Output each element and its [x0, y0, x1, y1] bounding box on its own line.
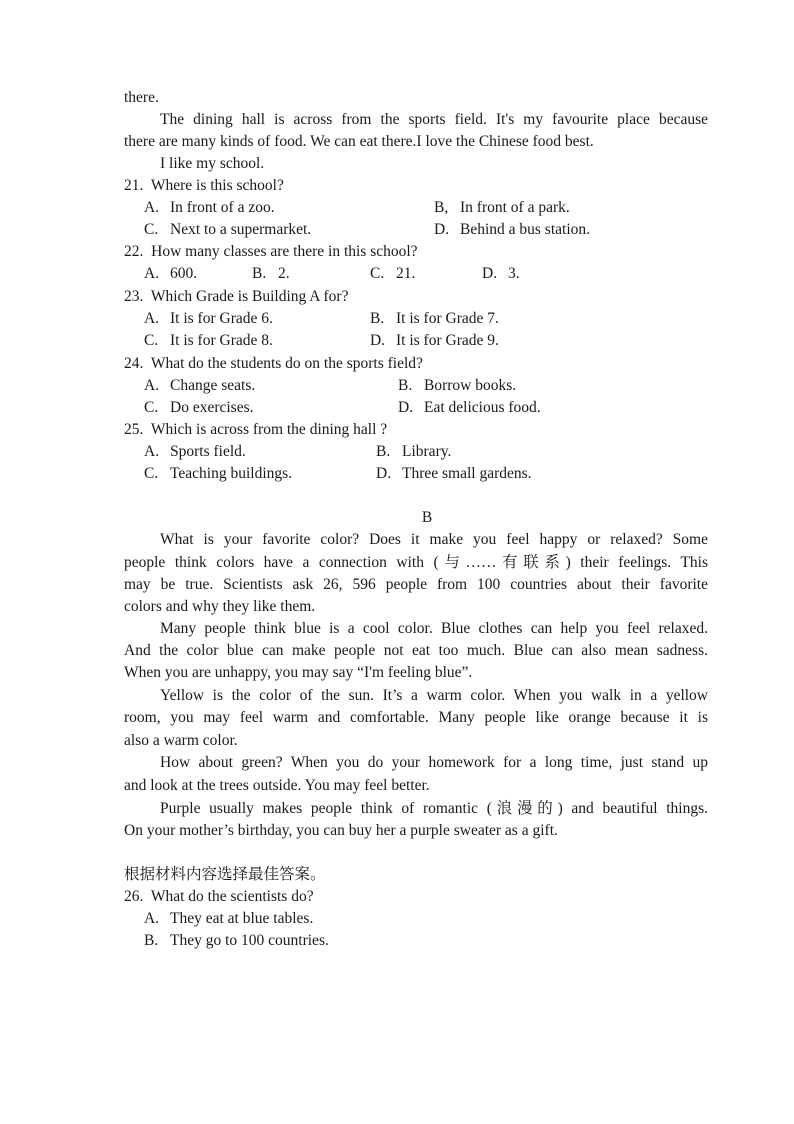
question-text: How many classes are there in this school?	[151, 243, 418, 260]
passage-line: colors and why they like them.	[124, 598, 316, 615]
passage-line: The dining hall is across from the sports field. It's my favourite place because	[160, 111, 708, 128]
question-text: What do the scientists do?	[150, 888, 314, 905]
option-21-c[interactable]: C. Next to a supermarket.	[144, 221, 312, 238]
option-24-c[interactable]: C. Do exercises.	[144, 399, 254, 416]
question-text: Which is across from the dining hall ?	[150, 421, 388, 438]
passage-line: Many people think blue is a cool color. Blue clothes can help you feel relaxed.	[160, 620, 708, 637]
passage-line: also a warm color.	[124, 732, 238, 749]
passage-line: Yellow is the color of the sun. It’s a warm color. When you walk in a yellow	[160, 687, 708, 704]
option-26-b[interactable]: B. They go to 100 countries.	[144, 932, 329, 949]
option-25-d[interactable]: D. Three small gardens.	[376, 465, 532, 482]
option-21-d[interactable]: D. Behind a bus station.	[434, 221, 591, 238]
option-25-a[interactable]: A. Sports field.	[144, 443, 246, 460]
question-24	[124, 354, 423, 374]
passage-line: Purple usually makes people think of romantic (浪漫的) and beautiful things.	[160, 800, 708, 817]
option-23-a[interactable]: A. It is for Grade 6.	[144, 310, 273, 327]
option-23-d[interactable]: D. It is for Grade 9.	[370, 332, 499, 349]
passage-line: may be true. Scientists ask 26, 596 people from 100 countries about their favorite	[124, 576, 708, 593]
question-26	[124, 887, 314, 907]
option-22-c[interactable]: C. 21.	[370, 265, 416, 282]
option-24-a[interactable]: A. Change seats.	[144, 377, 256, 394]
option-26-a[interactable]: A. They eat at blue tables.	[144, 910, 314, 927]
passage-line: people think colors have a connection with (与……有联系) their feelings. This	[124, 554, 708, 571]
option-21-b[interactable]: B, In front of a park.	[434, 199, 570, 216]
option-23-c[interactable]: C. It is for Grade 8.	[144, 332, 273, 349]
passage-line: And the color blue can make people not eat too much. Blue can also mean sadness.	[124, 642, 708, 659]
passage-line: room, you may feel warm and comfortable. Many people like orange because it is	[124, 709, 708, 726]
question-25	[124, 420, 387, 440]
question-22	[124, 242, 418, 262]
option-22-a[interactable]: A. 600.	[144, 265, 198, 282]
option-23-b[interactable]: B. It is for Grade 7.	[370, 310, 499, 327]
section-b-title: B	[421, 509, 433, 526]
passage-line: What is your favorite color? Does it make you feel happy or relaxed? Some	[160, 531, 708, 548]
question-number: 21.	[124, 177, 144, 194]
passage-line: How about green? When you do your homework for a long time, just stand up	[160, 754, 708, 771]
option-25-c[interactable]: C. Teaching buildings.	[144, 465, 293, 482]
passage-line: I like my school.	[160, 155, 265, 172]
passage-line: When you are unhappy, you may say “I'm feeling blue”.	[124, 664, 473, 681]
option-22-b[interactable]: B. 2.	[252, 265, 290, 282]
option-21-a[interactable]: A. In front of a zoo.	[144, 199, 275, 216]
passage-line: there are many kinds of food. We can eat there.I love the Chinese food best.	[124, 133, 594, 150]
question-text: Where is this school?	[150, 177, 284, 194]
question-text: What do the students do on the sports field?	[150, 355, 423, 372]
question-number: 26.	[124, 888, 144, 905]
question-number: 25.	[124, 421, 144, 438]
question-number: 24.	[124, 355, 144, 372]
option-24-b[interactable]: B. Borrow books.	[398, 377, 517, 394]
passage-line: there.	[124, 89, 159, 106]
passage-line: and look at the trees outside. You may feel better.	[124, 777, 430, 794]
option-24-d[interactable]: D. Eat delicious food.	[398, 399, 541, 416]
question-number: 23.	[124, 288, 144, 305]
instruction: 根据材料内容选择最佳答案。	[124, 866, 326, 883]
option-25-b[interactable]: B. Library.	[376, 443, 452, 460]
question-21	[124, 176, 284, 196]
option-22-d[interactable]: D. 3.	[482, 265, 520, 282]
question-text: Which Grade is Building A for?	[150, 288, 349, 305]
passage-line: On your mother’s birthday, you can buy her a purple sweater as a gift.	[124, 822, 558, 839]
question-23	[124, 287, 348, 307]
question-number: 22.	[124, 243, 144, 260]
